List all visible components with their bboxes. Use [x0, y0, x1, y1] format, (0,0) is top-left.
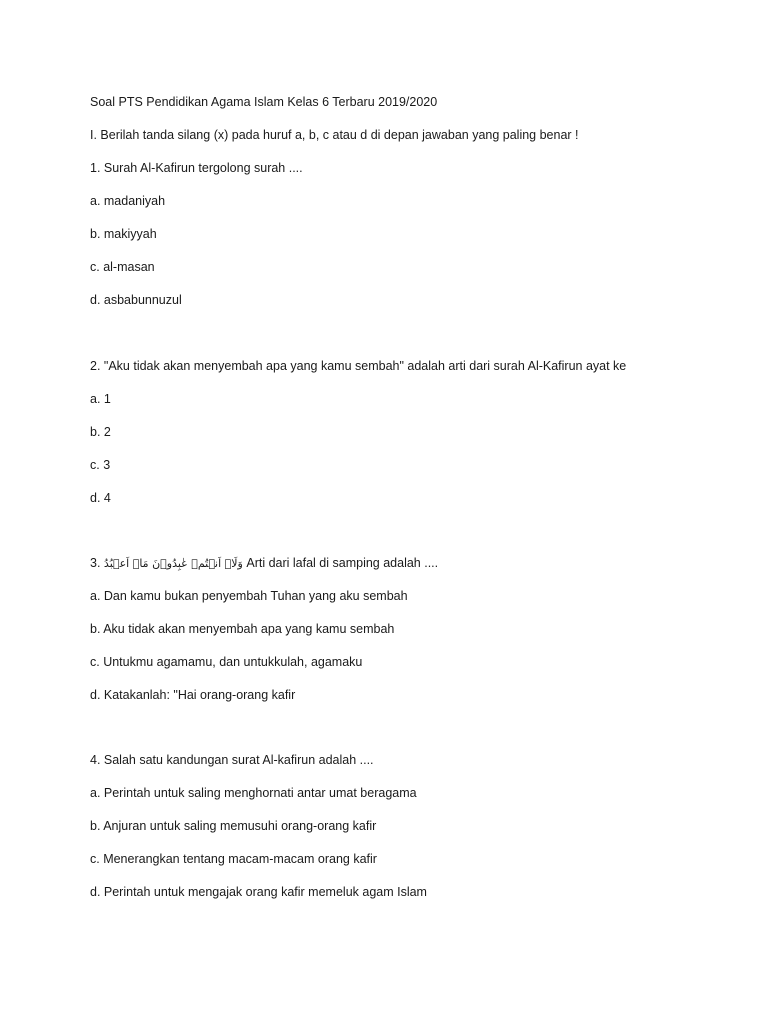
- question-4-option-a: a. Perintah untuk saling menghornati antar umat beragama: [90, 786, 417, 800]
- question-3-text: Arti dari lafal di samping adalah ....: [246, 556, 439, 570]
- question-1-option-c: c. al-masan: [90, 260, 155, 274]
- question-3-option-c: c. Untukmu agamamu, dan untukkulah, agamaku: [90, 655, 363, 669]
- question-4: 4. Salah satu kandungan surat Al-kafirun adalah ....: [90, 753, 374, 767]
- question-3-option-a: a. Dan kamu bukan penyembah Tuhan yang aku sembah: [90, 589, 408, 603]
- question-1-option-b: b. makiyyah: [90, 227, 157, 241]
- question-2: 2. "Aku tidak akan menyembah apa yang kamu sembah" adalah arti dari surah Al-Kafirun ayat ke: [90, 359, 627, 373]
- question-2-option-a: a. 1: [90, 392, 111, 406]
- question-2-option-c: c. 3: [90, 458, 111, 472]
- document-title: Soal PTS Pendidikan Agama Islam Kelas 6 Terbaru 2019/2020: [90, 95, 438, 109]
- question-1-option-d: d. asbabunnuzul: [90, 293, 182, 307]
- question-4-option-d: d. Perintah untuk mengajak orang kafir memeluk agam Islam: [90, 885, 427, 899]
- question-3: [90, 555, 438, 572]
- question-4-option-b: b. Anjuran untuk saling memusuhi orang-orang kafir: [90, 819, 377, 833]
- question-1-option-a: a. madaniyah: [90, 194, 166, 208]
- question-1: 1. Surah Al-Kafirun tergolong surah ....: [90, 161, 303, 175]
- question-3-option-d: d. Katakanlah: "Hai orang-orang kafir: [90, 688, 296, 702]
- question-4-option-c: c. Menerangkan tentang macam-macam orang kafir: [90, 852, 377, 866]
- question-2-option-b: b. 2: [90, 425, 111, 439]
- question-3-number: 3.: [90, 556, 101, 570]
- instruction-text: I. Berilah tanda silang (x) pada huruf a, b, c atau d di depan jawaban yang paling benar !: [90, 128, 579, 142]
- question-2-option-d: d. 4: [90, 491, 111, 505]
- question-3-option-b: b. Aku tidak akan menyembah apa yang kamu sembah: [90, 622, 395, 636]
- question-3-arabic-verse: وَلَاۤ اَنۡتُمۡ عٰبِدُوۡنَ مَاۤ اَعۡبُدُ: [103, 557, 243, 570]
